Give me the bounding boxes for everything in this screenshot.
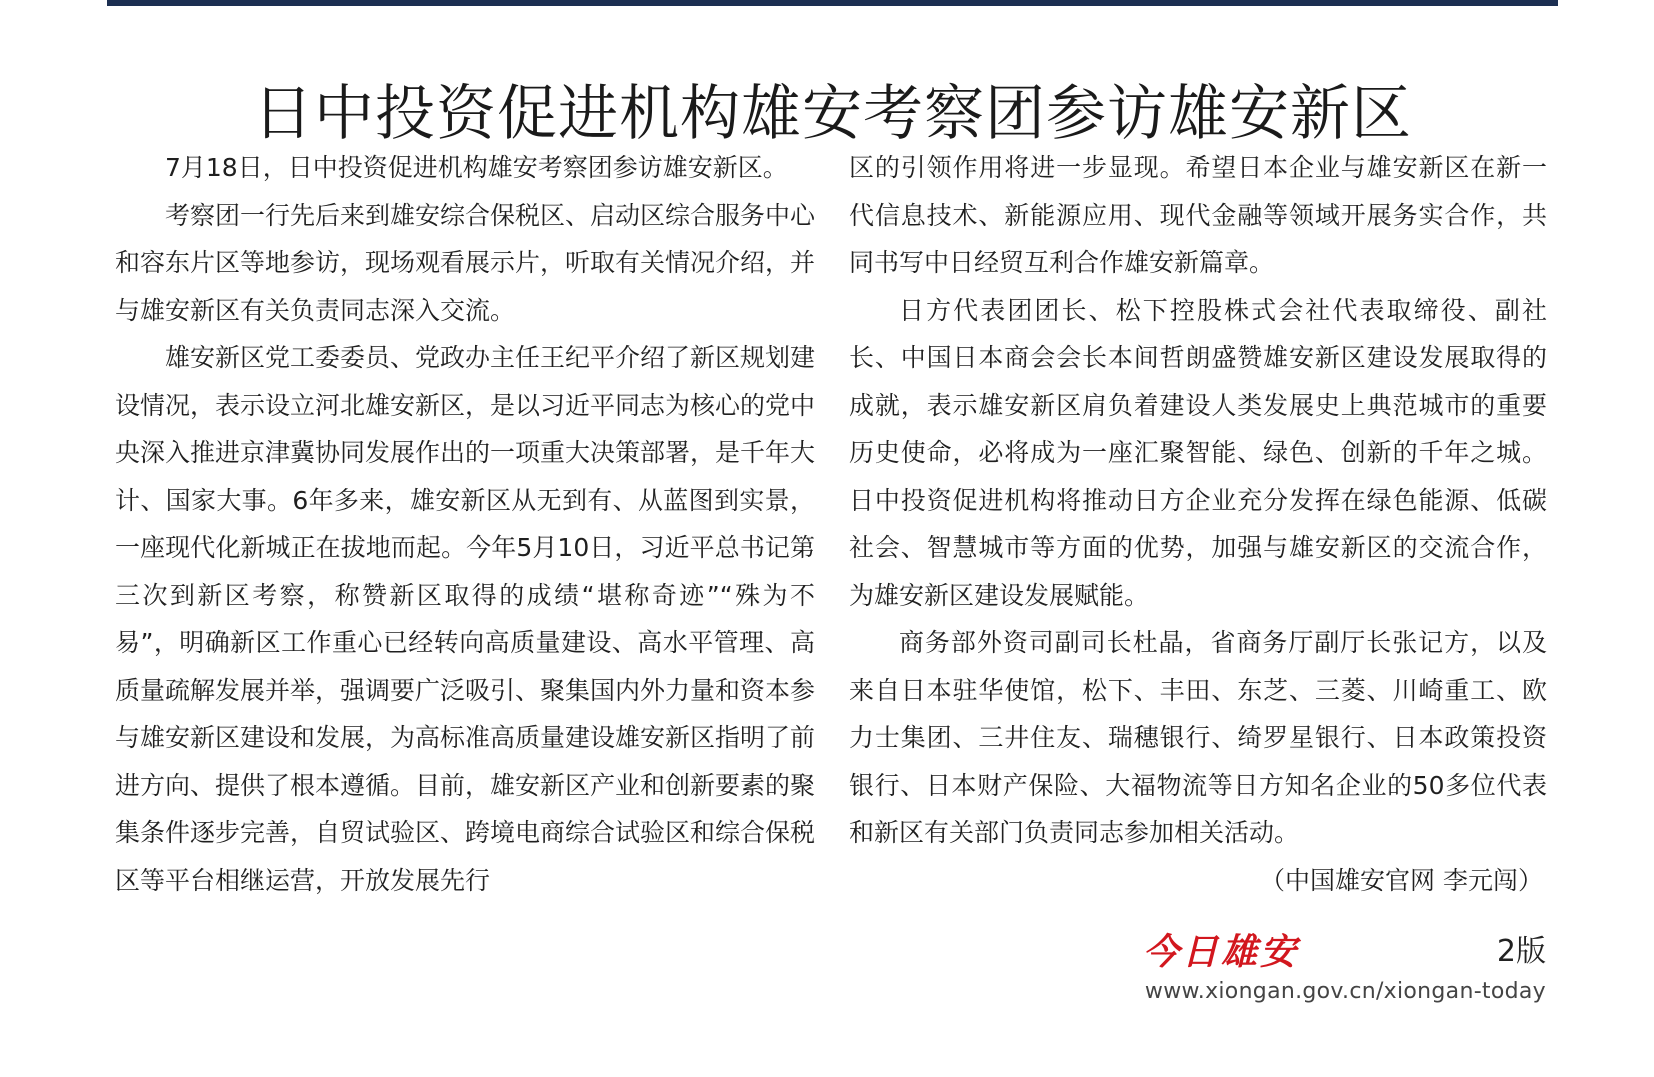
paragraph-5-text: 商务部外资司副司长杜晶，省商务厅副厅长张记方，以及来自日本驻华使馆，松下、丰田、东芝、三菱、川崎重工、欧力士集团、三井住友、瑞穗银行、绮罗星银行、日本政策投资银行、日本财产保险、大福物流等日方知名企业的50多位代表和新区有关部门负责同志参加相关活动。 (849, 628, 1547, 847)
article-headline: 日中投资促进机构雄安考察团参访雄安新区 (253, 79, 1412, 150)
today-xiongan-logo: 今日雄安 (1143, 931, 1300, 973)
paragraph-4: 日方代表团团长、松下控股株式会社代表取缔役、副社长、中国日本商会会长本间哲朗盛赞雄安新区建设发展取得的成就，表示雄安新区肩负着建设人类发展史上典范城市的重要历史使命，必将成为一座汇聚智能、绿色、创新的千年之城。日中投资促进机构将推动日方企业充分发挥在绿色能源、低碳社会、智慧城市等方面的优势，加强与雄安新区的交流合作，为雄安新区建设发展赋能。 (849, 295, 1547, 610)
paragraph-1: 7月18日，日中投资促进机构雄安考察团参访雄安新区。 (165, 153, 788, 182)
top-rule (107, 0, 1558, 6)
paragraph-3-continuation: 区的引领作用将进一步显现。希望日本企业与雄安新区在新一代信息技术、新能源应用、现代金融等领域开展务实合作，共同书写中日经贸互利合作雄安新篇章。 (849, 153, 1547, 277)
page-number: 2版 (1496, 934, 1546, 969)
article-column-right (849, 144, 1547, 904)
article-column-left (115, 144, 815, 904)
footer-url: www.xiongan.gov.cn/xiongan-today (1144, 979, 1546, 1004)
article-credit: （中国雄安官网 李元闯） (1260, 865, 1543, 895)
paragraph-3: 雄安新区党工委委员、党政办主任王纪平介绍了新区规划建设情况，表示设立河北雄安新区，是以习近平同志为核心的党中央深入推进京津冀协同发展作出的一项重大决策部署，是千年大计、国家大事。6年多来，雄安新区从无到有、从蓝图到实景，一座现代化新城正在拔地而起。今年5月10日，习近平总书记第三次到新区考察，称赞新区取得的成绩“堪称奇迹”“殊为不易”，明确新区工作重心已经转向高质量建设、高水平管理、高质量疏解发展并举，强调要广泛吸引、聚集国内外力量和资本参与雄安新区建设和发展，为高标准高质量建设雄安新区指明了前进方向、提供了根本遵循。目前，雄安新区产业和创新要素的聚集条件逐步完善，自贸试验区、跨境电商综合试验区和综合保税区等平台相继运营，开放发展先行 (115, 343, 816, 895)
paragraph-5 (849, 619, 1547, 895)
paragraph-2: 考察团一行先后来到雄安综合保税区、启动区综合服务中心和容东片区等地参访，现场观看展示片，听取有关情况介绍，并与雄安新区有关负责同志深入交流。 (115, 200, 816, 325)
